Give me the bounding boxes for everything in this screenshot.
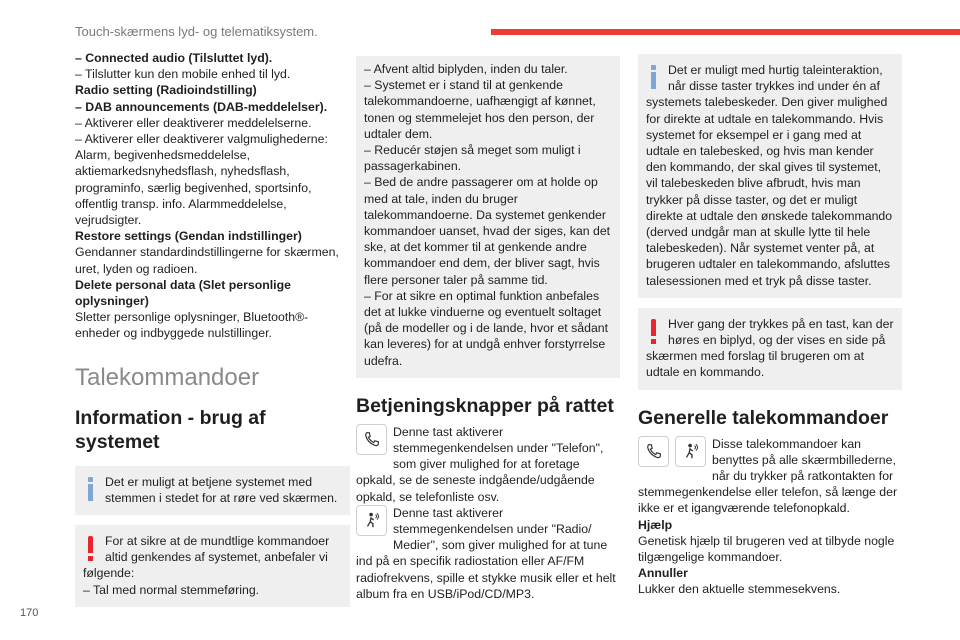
text-line: – Aktiverer eller deaktiverer meddelelserne. [75, 115, 312, 130]
column-middle [356, 56, 620, 602]
cancel-title: Annuller [638, 566, 688, 581]
help-text: Genetisk hjælp til brugeren ved at tilbyde nogle tilgængelige kommandoer. [638, 533, 895, 565]
warning-note-text: For at sikre at de mundtlige kommandoer altid genkendes af systemet, anbefaler vi følgende: [83, 534, 330, 581]
media-key-text: Denne tast aktiverer stemmegenkendelsen under "Radio/ Medier", som giver mulighed for at tune ind på en specifik radiostation eller AF/FM radiofrekvens, spille et stykke musik eller et helt album fra en USB/iPod/CD/MP3. [356, 505, 616, 601]
cancel-text: Lukker den aktuelle stemmesekvens. [638, 582, 841, 597]
text-line: Sletter personlige oplysninger, Bluetooth®-enheder og indbyggede nulstillinger. [75, 310, 309, 341]
warning-icon [85, 536, 97, 560]
info-icon [648, 65, 660, 89]
text-line: – Connected audio (Tilsluttet lyd). [75, 51, 273, 65]
text-line: Radio setting (Radioindstilling) [75, 83, 257, 98]
info-note [75, 466, 350, 515]
phone-key-icon [638, 436, 669, 467]
info-note-text: Det er muligt at betjene systemet med stemmen i stedet for at røre ved skærmen. [105, 474, 338, 505]
tips-box [356, 56, 620, 378]
media-key-description [356, 505, 620, 602]
tip-line: – Afvent altid biplyden, inden du taler. [364, 62, 568, 76]
voice-key-icon [675, 436, 706, 467]
text-line: Gendanner standardindstillingerne for skærmen, uret, lyden og radioen. [75, 245, 339, 276]
warning-note-item: – Tal med normal stemmeføring. [83, 582, 260, 597]
text-line: Delete personal data (Slet personlige oplysninger) [75, 277, 291, 309]
tip-line: – For at sikre en optimal funktion anbefales det at lukke vinduerne og eventuelt soltaget (på de modeller og i de lande, hvor et sådant kan leveres) for at undgå enhver forstyrrelse udefra. [364, 288, 609, 368]
section-title: Betjeningsknapper på rattet [356, 394, 614, 417]
column-right [638, 54, 902, 598]
tip-line: – Reducér støjen så meget som muligt i passagerkabinen. [364, 143, 581, 174]
header-accent-bar [491, 29, 960, 35]
text-line: – Aktiverer eller deaktiverer valgmulighederne: Alarm, begivenhedsmeddelelse, aktiemarkedsnyhedsflash, nyhedsflash, programinfo, særlig begivenhed, sportsinfo, offentlig transp. info. Alarmmeddelelse, vejrudsigter. [75, 132, 328, 228]
phone-key-text: Denne tast aktiverer stemmegenkendelsen under "Telefon", som giver mulighed for at foretage opkald, se de seneste indgående/udgående opkald, se telefonliste osv. [356, 424, 604, 504]
info-note [638, 54, 902, 298]
general-commands-description [638, 436, 902, 517]
general-commands-text: Disse talekommandoer kan benyttes på alle skærmbillederne, når du trykker på ratkontakten for stemmegenkendelse eller telefon, så længe der ikke er et igangværende telefonopkald. [638, 436, 898, 516]
phone-key-icon [356, 424, 387, 455]
header-title: Touch-skærmens lyd- og telematiksystem. [75, 24, 318, 39]
warning-icon [648, 319, 660, 343]
phone-key-description [356, 424, 620, 505]
text-line: – Tilslutter kun den mobile enhed til lyd. [75, 67, 291, 82]
info-note-text: Det er muligt med hurtig taleinteraktion, når disse taster trykkes ind under én af systemets talebeskeder. Den giver mulighed for direkte at udtale en talekommando. Hvis systemet for eksempel er i gang med at udtale en talebesked, og hvis man kender den kommando, der skal gives til systemet, vil talebeskeden blive afbrudt, hvis man trykker på disse taster, og det er muligt direkte at udtale den ønskede talekommando (derved undgår man at skulle lytte til hele talebeskeden). Når systemet venter på, at brugeren udtaler en talekommando, afsluttes talesessionen med et tryk på disse taster. [646, 63, 893, 288]
info-icon [85, 477, 97, 501]
help-title: Hjælp [638, 517, 673, 532]
warning-note-text: Hver gang der trykkes på en tast, kan der høres en biplyd, og der vises en side på skærmen med forslag til brugeren om at udtale en kommando. [646, 316, 894, 380]
page-header [0, 0, 960, 44]
section-title: Generelle talekommandoer [638, 406, 889, 429]
warning-note [638, 308, 902, 390]
subsection-title: Information - brug af systemet [75, 406, 266, 453]
tip-line: – Systemet er i stand til at genkende talekommandoerne, uafhængigt af kønnet, tonen og stemmelejet hos den person, der udtaler dem. [364, 78, 596, 141]
column-left [75, 50, 350, 607]
section-title: Talekommandoer [75, 363, 260, 391]
text-line: – DAB announcements (DAB-meddelelser). [75, 99, 328, 114]
page-number: 170 [20, 607, 39, 619]
text-line: Restore settings (Gendan indstillinger) [75, 229, 302, 244]
voice-key-icon [356, 505, 387, 536]
tip-line: – Bed de andre passagerer om at holde op med at tale, inden du bruger talekommandoerne. Da systemet genkender kommandoer uanset, hvad der siges, kan det ske, at det kommer til at genkende andre kommandoer end dem, der bliver sagt, hvis flere personer taler på samme tid. [364, 175, 611, 287]
warning-note [75, 525, 350, 607]
